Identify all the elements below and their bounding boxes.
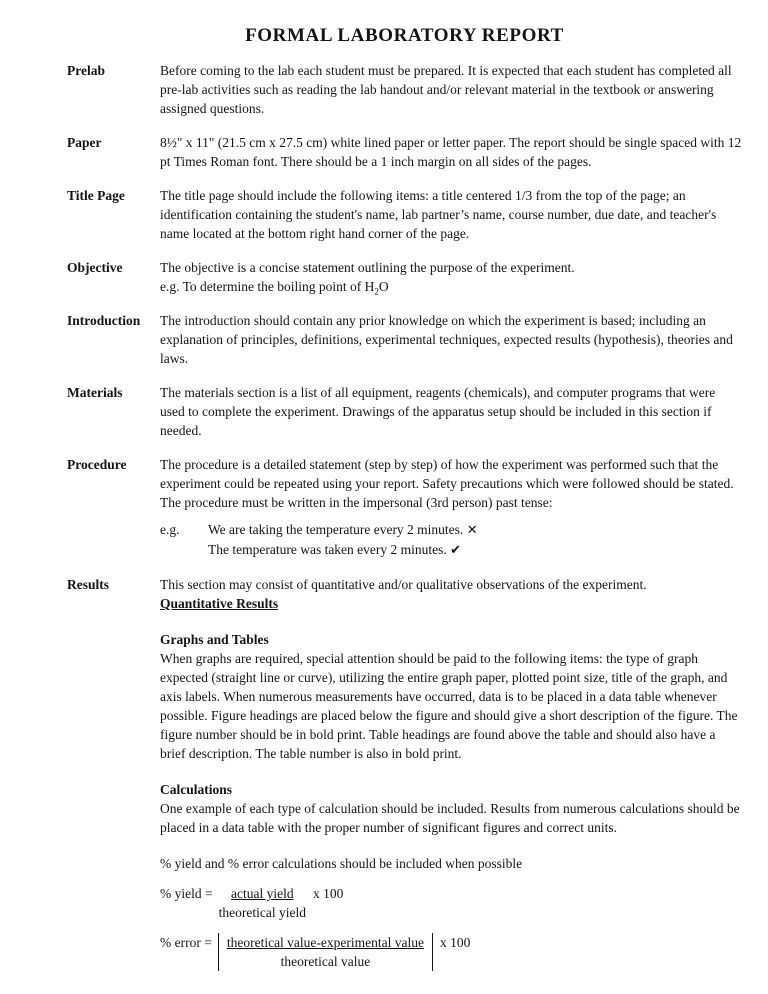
section-prelab bbox=[67, 61, 742, 118]
section-objective bbox=[67, 258, 742, 296]
check-mark-icon: ✔ bbox=[450, 543, 462, 558]
section-paper bbox=[67, 133, 742, 171]
error-formula-fraction bbox=[218, 933, 433, 971]
section-text-introduction: The introduction should contain any prior knowledge on which the experiment is based; including an explanation of principles, definitions, experimental techniques, expected results (hypothesis), theories and laws. bbox=[160, 313, 733, 366]
objective-text: The objective is a concise statement outlining the purpose of the experiment. bbox=[160, 260, 575, 275]
percent-error-formula bbox=[160, 933, 742, 971]
yield-formula-multiplier: x 100 bbox=[312, 886, 344, 901]
section-text-title-page: The title page should include the following items: a title centered 1/3 from the top of the page; an identification containing the student's name, lab partner’s name, course number, due date, and teacher's name located at the bottom right hand corner of the page. bbox=[160, 188, 717, 241]
section-results bbox=[67, 575, 742, 971]
section-label-title-page: Title Page bbox=[67, 188, 125, 203]
section-label-results: Results bbox=[67, 577, 110, 592]
error-formula-denominator: theoretical value bbox=[280, 954, 371, 969]
graphs-tables-heading: Graphs and Tables bbox=[160, 632, 269, 647]
page-title: FORMAL LABORATORY REPORT bbox=[245, 25, 564, 46]
section-label-introduction: Introduction bbox=[67, 313, 141, 328]
section-label-materials: Materials bbox=[67, 385, 123, 400]
calculations-text: One example of each type of calculation should be included. Results from numerous calculations should be placed in a data table with the proper number of significant figures and correct units. bbox=[160, 801, 740, 835]
section-introduction bbox=[67, 311, 742, 368]
section-text-materials: The materials section is a list of all equipment, reagents (chemicals), and computer programs that were used to complete the experiment. Drawings of the apparatus setup should be included in this section if needed. bbox=[160, 385, 716, 438]
section-label-procedure: Procedure bbox=[67, 457, 127, 472]
section-title-page bbox=[67, 186, 742, 243]
section-label-objective: Objective bbox=[67, 260, 123, 275]
yield-error-note: % yield and % error calculations should be included when possible bbox=[160, 856, 523, 871]
section-materials bbox=[67, 383, 742, 440]
objective-example-subscript: 2 bbox=[374, 286, 379, 297]
error-formula-lhs: % error = bbox=[160, 935, 212, 950]
section-content-procedure bbox=[160, 455, 742, 560]
procedure-example-right bbox=[208, 540, 478, 560]
objective-example bbox=[160, 277, 742, 296]
percent-yield-formula bbox=[160, 884, 742, 922]
yield-formula-denominator: theoretical yield bbox=[218, 905, 306, 920]
procedure-example-block bbox=[160, 520, 742, 560]
section-content-objective bbox=[160, 258, 742, 296]
yield-formula-numerator: actual yield bbox=[230, 886, 294, 901]
error-formula-numerator: theoretical value-experimental value bbox=[226, 935, 424, 950]
procedure-right-sentence: The temperature was taken every 2 minutes. bbox=[208, 542, 451, 557]
section-label-paper: Paper bbox=[67, 135, 102, 150]
section-label-prelab: Prelab bbox=[67, 63, 105, 78]
objective-example-suffix: O bbox=[378, 279, 389, 294]
objective-example-prefix: e.g. To determine the boiling point of H bbox=[160, 279, 375, 294]
yield-formula-lhs: % yield = bbox=[160, 886, 213, 901]
procedure-text: The procedure is a detailed statement (step by step) of how the experiment was performed such that the experiment could be repeated using your report. Safety precautions which were followed should be stated. The procedure must be written in the impersonal (3rd person) past tense: bbox=[160, 457, 734, 510]
yield-formula-fraction bbox=[219, 884, 306, 922]
procedure-example-lines bbox=[208, 520, 478, 560]
graphs-tables-text: When graphs are required, special attention should be paid to the following items: the type of graph expected (straight line or curve), utilizing the entire graph paper, plotted point size, title of the graph, and axis labels. When numerous measurements have occurred, data is to be placed in a data table whenever possible. Figure headings are placed below the figure and should give a short description of the figure. The figure number should be in bold print. Table headings are found above the table and should also have a brief description. The table number is also in bold print. bbox=[160, 651, 738, 761]
results-subheading-quantitative: Quantitative Results bbox=[160, 596, 279, 611]
calculations-heading: Calculations bbox=[160, 782, 233, 797]
procedure-wrong-sentence: We are taking the temperature every 2 minutes. bbox=[208, 522, 467, 537]
procedure-example-wrong bbox=[208, 520, 478, 540]
section-content-results bbox=[160, 575, 742, 971]
procedure-example-label: e.g. bbox=[160, 522, 180, 537]
section-procedure bbox=[67, 455, 742, 560]
error-formula-multiplier: x 100 bbox=[440, 935, 471, 950]
ballot-x-icon: ✕ bbox=[466, 523, 478, 538]
results-text: This section may consist of quantitative and/or qualitative observations of the experiment. bbox=[160, 577, 647, 592]
section-text-prelab: Before coming to the lab each student must be prepared. It is expected that each student has completed all pre-lab activities such as reading the lab handout and/or relevant material in the textbook or answering assigned questions. bbox=[160, 63, 732, 116]
section-text-paper: 8½" x 11" (21.5 cm x 27.5 cm) white lined paper or letter paper. The report should be single spaced with 12 pt Times Roman font. There should be a 1 inch margin on all sides of the pages. bbox=[160, 135, 742, 169]
